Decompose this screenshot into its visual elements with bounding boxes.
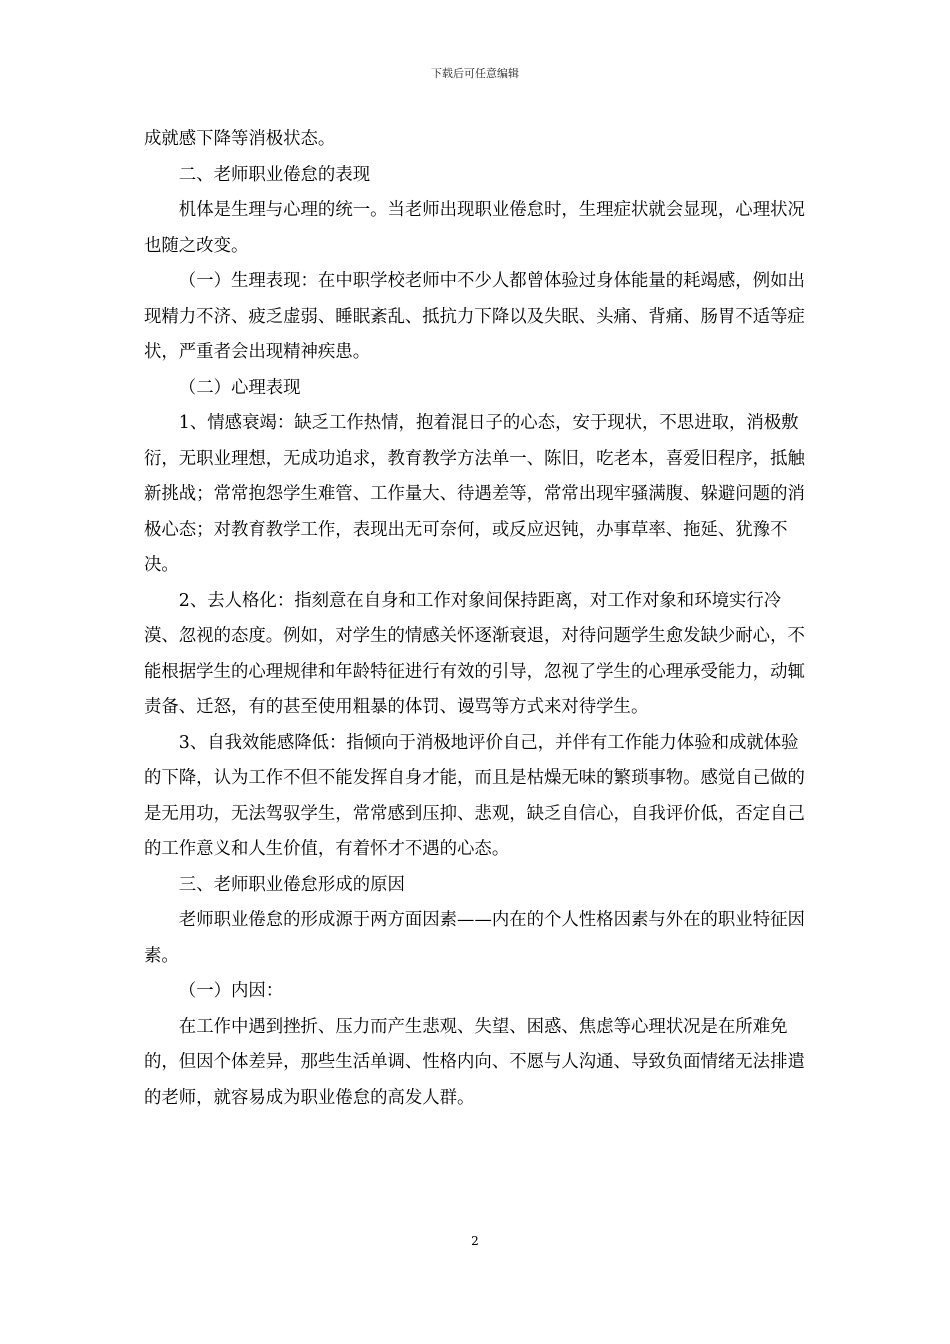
paragraph: 机体是生理与心理的统一。当老师出现职业倦怠时，生理症状就会显现，心理状况也随之改变。	[144, 200, 805, 256]
page-number: 2	[471, 1234, 479, 1248]
list-item-emotional-exhaustion: 1、情感衰竭：缺乏工作热情，抱着混日子的心态，安于现状，不思进取，消极敷衍，无职业理想，无成功追求，教育教学方法单一、陈旧，吃老本，喜爱旧程序，抵触新挑战；常常抱怨学生难管、工作量大、待遇差等，常常出现牢骚满腹、躲避问题的消极心态；对教育教学工作，表现出无可奈何，或反应迟钝，办事草率、拖延、犹豫不决。	[144, 413, 805, 575]
paragraph: 在工作中遇到挫折、压力而产生悲观、失望、困惑、焦虑等心理状况是在所难免的，但因个体差异，那些生活单调、性格内向、不愿与人沟通、导致负面情绪无法排遣的老师，就容易成为职业倦怠的高发人群。	[144, 1016, 805, 1108]
list-item-depersonalization: 2、去人格化：指刻意在自身和工作对象间保持距离，对工作对象和环境实行冷漠、忽视的态度。例如，对学生的情感关怀逐渐衰退，对待问题学生愈发缺少耐心，不能根据学生的心理规律和年龄特征进行有效的引导，忽视了学生的心理承受能力，动辄责备、迁怒，有的甚至使用粗暴的体罚、谩骂等方式来对待学生。	[144, 590, 805, 717]
list-item-self-efficacy: 3、自我效能感降低：指倾向于消极地评价自己，并伴有工作能力体验和成就体验的下降，认为工作不但不能发挥自身才能，而且是枯燥无味的繁琐事物。感觉自己做的是无用功，无法驾驭学生，常常感到压抑、悲观，缺乏自信心，自我评价低，否定自己的工作意义和人生价值，有着怀才不遇的心态。	[144, 732, 805, 859]
page-header: 下载后可任意编辑	[431, 67, 519, 80]
section-heading-3: 三、老师职业倦怠形成的原因	[178, 874, 405, 895]
subsection-heading-internal: （一）内因：	[178, 981, 284, 1001]
subsection-physiological: （一）生理表现：在中职学校老师中不少人都曾体验过身体能量的耗竭感，例如出现精力不济、疲乏虚弱、睡眠紊乱、抵抗力下降以及失眠、头痛、背痛、肠胃不适等症状，严重者会出现精神疾患。	[144, 271, 805, 362]
section-heading-2: 二、老师职业倦怠的表现	[178, 164, 371, 185]
paragraph: 老师职业倦怠的形成源于两方面因素——内在的个人性格因素与外在的职业特征因素。	[144, 910, 805, 966]
subsection-heading-psychological: （二）心理表现	[178, 377, 301, 398]
paragraph-continuation: 成就感下降等消极状态。	[144, 129, 336, 149]
document-body	[144, 122, 812, 1116]
